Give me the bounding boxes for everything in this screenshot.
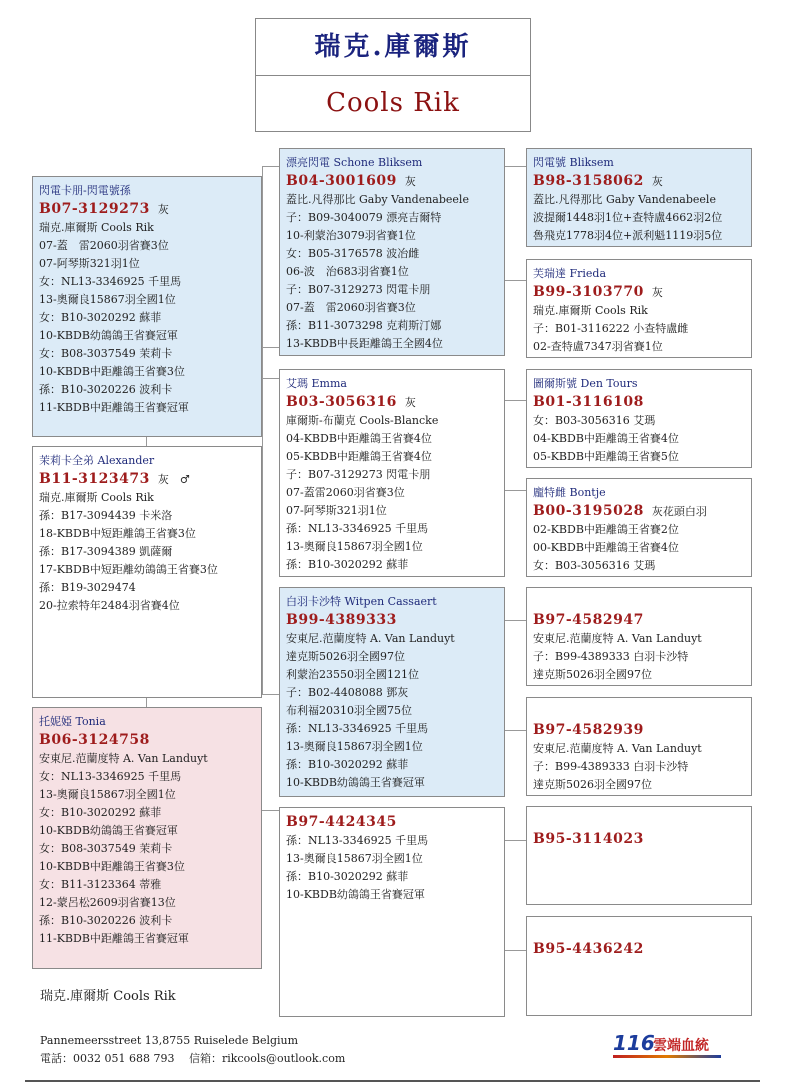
- connector-line: [262, 694, 279, 695]
- detail-line: 孫：B10-3020226 波利卡: [39, 383, 173, 396]
- detail-line: 女：B08-3037549 茉莉卡: [39, 347, 173, 360]
- ring-number: B99-3103770: [533, 284, 644, 300]
- detail-line: 20-拉索特年2484羽省賽4位: [39, 599, 180, 612]
- detail-line: 04-KBDB中距離鴿王省賽4位: [533, 432, 679, 445]
- dam-sire-card[interactable]: [279, 587, 505, 797]
- detail-line: 05-KBDB中距離鴿王省賽5位: [533, 450, 679, 463]
- detail-line: 10-KBDB幼鴿鴿王省賽冠軍: [286, 776, 425, 789]
- breeder-name: 瑞克.庫爾斯 Cools Rik: [40, 989, 176, 1004]
- detail-line: 02-KBDB中距離鴿王省賽2位: [533, 523, 679, 536]
- pigeon-name: 漂亮閃電 Schone Bliksem: [286, 156, 423, 169]
- ring-number: B07-3129273: [39, 201, 150, 217]
- detail-line: 女：B05-3176578 波冶雌: [286, 247, 420, 260]
- detail-line: 07-蓋雷2060羽省賽3位: [286, 486, 405, 499]
- connector-line: [146, 436, 147, 446]
- connector-line: [505, 490, 526, 491]
- detail-line: 子：B09-3040079 漂亮吉爾特: [286, 211, 442, 224]
- detail-line: 子：B02-4408088 鄧灰: [286, 686, 409, 699]
- ring-number: B95-3114023: [533, 831, 644, 847]
- pedigree-title-box: [255, 18, 531, 132]
- pigeon-name: 芙瑞達 Frieda: [533, 267, 607, 280]
- dsd-card[interactable]: [526, 697, 752, 796]
- detail-line: 孫：B10-3020292 蘇菲: [286, 870, 409, 883]
- dam-dam-card[interactable]: [279, 807, 505, 1017]
- detail-line: 蓋比.凡得那比 Gaby Vandenabeele: [533, 193, 716, 206]
- pigeon-details: [533, 302, 746, 356]
- pigeon-color: 灰: [651, 175, 663, 188]
- pigeon-details: [286, 412, 499, 574]
- detail-line: 17-KBDB中短距離幼鴿鴿王省賽3位: [39, 563, 218, 576]
- pigeon-name: 圖爾斯號 Den Tours: [533, 377, 638, 390]
- pigeon-details: [39, 219, 256, 417]
- detail-line: 13-KBDB中長距離鴿王全國4位: [286, 337, 443, 350]
- ring-number: B97-4582939: [533, 722, 644, 738]
- subject-pigeon-card[interactable]: [32, 176, 262, 437]
- logo-text: 雲端血統: [653, 1038, 709, 1054]
- pigeon-details: [286, 630, 499, 792]
- pigeon-details: [39, 750, 256, 948]
- pigeon-name: 茉莉卡全弟 Alexander: [39, 454, 155, 467]
- sire-pigeon-card[interactable]: [32, 446, 262, 698]
- detail-line: 子：B01-3116222 小查特盧雌: [533, 322, 689, 335]
- ring-number: B06-3124758: [39, 732, 150, 748]
- ring-number: B03-3056316: [286, 394, 397, 410]
- pigeon-color: 灰 ♂: [157, 473, 190, 486]
- pigeon-details: [286, 832, 499, 904]
- detail-line: 波提爾1448羽1位+查特盧4662羽2位: [533, 211, 723, 224]
- ssd-card[interactable]: [526, 259, 752, 358]
- detail-line: 孫：B10-3020292 蘇菲: [286, 558, 409, 571]
- detail-line: 孫：NL13-3346925 千里馬: [286, 834, 429, 847]
- detail-line: 女：B11-3123364 蒂雅: [39, 878, 162, 891]
- detail-line: 蓋比.凡得那比 Gaby Vandenabeele: [286, 193, 469, 206]
- sss-card[interactable]: [526, 148, 752, 247]
- detail-line: 06-波 治683羽省賽1位: [286, 265, 409, 278]
- sire-dam-card[interactable]: [279, 369, 505, 577]
- detail-line: 12-蒙呂松2609羽省賽13位: [39, 896, 176, 909]
- connector-line: [505, 620, 526, 621]
- detail-line: 達克斯5026羽全國97位: [533, 778, 652, 791]
- detail-line: 孫：NL13-3346925 千里馬: [286, 522, 429, 535]
- sdd-card[interactable]: [526, 478, 752, 577]
- dam-pigeon-card[interactable]: [32, 707, 262, 969]
- ring-number: B01-3116108: [533, 394, 644, 410]
- contact-text: 電話：0032 051 688 793 信箱：rikcools@outlook.com: [40, 1052, 346, 1065]
- detail-line: 女：B03-3056316 艾瑪: [533, 559, 656, 572]
- detail-line: 孫：B10-3020292 蘇菲: [286, 758, 409, 771]
- detail-line: 安東尼.范蘭度特 A. Van Landuyt: [533, 742, 702, 755]
- connector-line: [505, 280, 526, 281]
- detail-line: 07-阿琴斯321羽1位: [286, 504, 387, 517]
- sire-sire-card[interactable]: [279, 148, 505, 356]
- pigeon-color: 灰: [157, 203, 169, 216]
- pigeon-details: [286, 191, 499, 353]
- contact-footer: [40, 1032, 345, 1068]
- ring-number: B00-3195028: [533, 503, 644, 519]
- connector-line: [262, 378, 279, 379]
- dss-card[interactable]: [526, 587, 752, 686]
- detail-line: 10-利蒙治3079羽省賽1位: [286, 229, 416, 242]
- detail-line: 女：NL13-3346925 千里馬: [39, 770, 182, 783]
- detail-line: 13-奧爾良15867羽全國1位: [39, 293, 176, 306]
- pedigree-logo[interactable]: [613, 1031, 723, 1055]
- detail-line: 05-KBDB中距離鴿王省賽4位: [286, 450, 432, 463]
- ring-number: B04-3001609: [286, 173, 397, 189]
- pigeon-details: [533, 191, 746, 245]
- detail-line: 04-KBDB中距離鴿王省賽4位: [286, 432, 432, 445]
- detail-line: 07-阿琴斯321羽1位: [39, 257, 140, 270]
- detail-line: 孫：B19-3029474: [39, 581, 136, 594]
- ring-number: B99-4389333: [286, 612, 397, 628]
- pigeon-details: [533, 740, 746, 794]
- detail-line: 安東尼.范蘭度特 A. Van Landuyt: [286, 632, 455, 645]
- detail-line: 孫：NL13-3346925 千里馬: [286, 722, 429, 735]
- detail-line: 孫：B17-3094439 卡米洛: [39, 509, 173, 522]
- detail-line: 10-KBDB中距離鴿王省賽3位: [39, 860, 185, 873]
- ring-number: B97-4582947: [533, 612, 644, 628]
- pigeon-details: [39, 489, 256, 615]
- detail-line: 庫爾斯-布蘭克 Cools-Blancke: [286, 414, 439, 427]
- pigeon-name: 閃電號 Bliksem: [533, 156, 614, 169]
- connector-line: [146, 697, 147, 707]
- detail-line: 11-KBDB中距離鴿王省賽冠軍: [39, 932, 189, 945]
- detail-line: 安東尼.范蘭度特 A. Van Landuyt: [39, 752, 208, 765]
- detail-line: 子：B99-4389333 白羽卡沙特: [533, 650, 689, 663]
- connector-line: [262, 166, 263, 694]
- pigeon-details: [533, 630, 746, 684]
- detail-line: 10-KBDB幼鴿鴿王省賽冠軍: [286, 888, 425, 901]
- detail-line: 07-蓋 雷2060羽省賽3位: [39, 239, 169, 252]
- detail-line: 女：B03-3056316 艾瑪: [533, 414, 656, 427]
- connector-line: [262, 347, 279, 348]
- detail-line: 13-奧爾良15867羽全國1位: [286, 740, 423, 753]
- logo-underline: [613, 1055, 721, 1058]
- detail-line: 布利福20310羽全國75位: [286, 704, 412, 717]
- detail-line: 女：NL13-3346925 千里馬: [39, 275, 182, 288]
- connector-line: [505, 400, 526, 401]
- title-chinese: 瑞克.庫爾斯: [256, 19, 530, 76]
- detail-line: 子：B07-3129273 閃電卡朋: [286, 468, 431, 481]
- pigeon-details: [533, 412, 746, 466]
- detail-line: 瑞克.庫爾斯 Cools Rik: [39, 221, 154, 234]
- detail-line: 利蒙治23550羽全國121位: [286, 668, 419, 681]
- detail-line: 孫：B11-3073298 克莉斯汀娜: [286, 319, 442, 332]
- detail-line: 13-奧爾良15867羽全國1位: [286, 540, 423, 553]
- pigeon-name: 白羽卡沙特 Witpen Cassaert: [286, 595, 437, 608]
- connector-line: [505, 950, 526, 951]
- detail-line: 10-KBDB中距離鴿王省賽3位: [39, 365, 185, 378]
- detail-line: 女：B08-3037549 茉莉卡: [39, 842, 173, 855]
- pigeon-name: 龐特雌 Bontje: [533, 486, 606, 499]
- bottom-divider: [25, 1080, 760, 1082]
- connector-line: [505, 730, 526, 731]
- detail-line: 00-KBDB中距離鴿王省賽4位: [533, 541, 679, 554]
- ring-number: B95-4436242: [533, 941, 644, 957]
- pigeon-color: 灰花頭白羽: [651, 505, 707, 518]
- detail-line: 孫：B10-3020226 波利卡: [39, 914, 173, 927]
- detail-line: 13-奧爾良15867羽全國1位: [39, 788, 176, 801]
- detail-line: 子：B07-3129273 閃電卡朋: [286, 283, 431, 296]
- connector-line: [505, 840, 526, 841]
- logo-number: 116: [613, 1031, 655, 1055]
- detail-line: 孫：B17-3094389 凱薩爾: [39, 545, 173, 558]
- dds-card[interactable]: [526, 806, 752, 905]
- detail-line: 安東尼.范蘭度特 A. Van Landuyt: [533, 632, 702, 645]
- detail-line: 瑞克.庫爾斯 Cools Rik: [533, 304, 648, 317]
- sds-card[interactable]: [526, 369, 752, 468]
- pigeon-name: 艾瑪 Emma: [286, 377, 347, 390]
- detail-line: 達克斯5026羽全國97位: [533, 668, 652, 681]
- detail-line: 07-蓋 雷2060羽省賽3位: [286, 301, 416, 314]
- detail-line: 女：B10-3020292 蘇菲: [39, 806, 162, 819]
- connector-line: [505, 166, 526, 167]
- connector-line: [262, 166, 279, 167]
- detail-line: 13-奧爾良15867羽全國1位: [286, 852, 423, 865]
- detail-line: 02-查特盧7347羽省賽1位: [533, 340, 663, 353]
- address-text: Pannemeersstreet 13,8755 Ruiselede Belgium: [40, 1034, 299, 1047]
- pigeon-name: 閃電卡朋-閃電號孫: [39, 184, 131, 197]
- pigeon-details: [533, 521, 746, 575]
- connector-line: [262, 810, 279, 811]
- ring-number: B98-3158062: [533, 173, 644, 189]
- title-english: Cools Rik: [326, 88, 460, 118]
- detail-line: 10-KBDB幼鴿鴿王省賽冠軍: [39, 824, 178, 837]
- detail-line: 子：B99-4389333 白羽卡沙特: [533, 760, 689, 773]
- detail-line: 11-KBDB中距離鴿王省賽冠軍: [39, 401, 189, 414]
- ddd-card[interactable]: [526, 916, 752, 1016]
- ring-number: B97-4424345: [286, 814, 397, 830]
- detail-line: 魯飛克1778羽4位+派利魁1119羽5位: [533, 229, 723, 242]
- pigeon-name: 托妮婭 Tonia: [39, 715, 106, 728]
- pigeon-color: 灰: [404, 175, 416, 188]
- detail-line: 18-KBDB中短距離鴿王省賽3位: [39, 527, 196, 540]
- ring-number: B11-3123473: [39, 471, 150, 487]
- detail-line: 瑞克.庫爾斯 Cools Rik: [39, 491, 154, 504]
- detail-line: 10-KBDB幼鴿鴿王省賽冠軍: [39, 329, 178, 342]
- pigeon-color: 灰: [404, 396, 416, 409]
- detail-line: 達克斯5026羽全國97位: [286, 650, 405, 663]
- pigeon-color: 灰: [651, 286, 663, 299]
- detail-line: 女：B10-3020292 蘇菲: [39, 311, 162, 324]
